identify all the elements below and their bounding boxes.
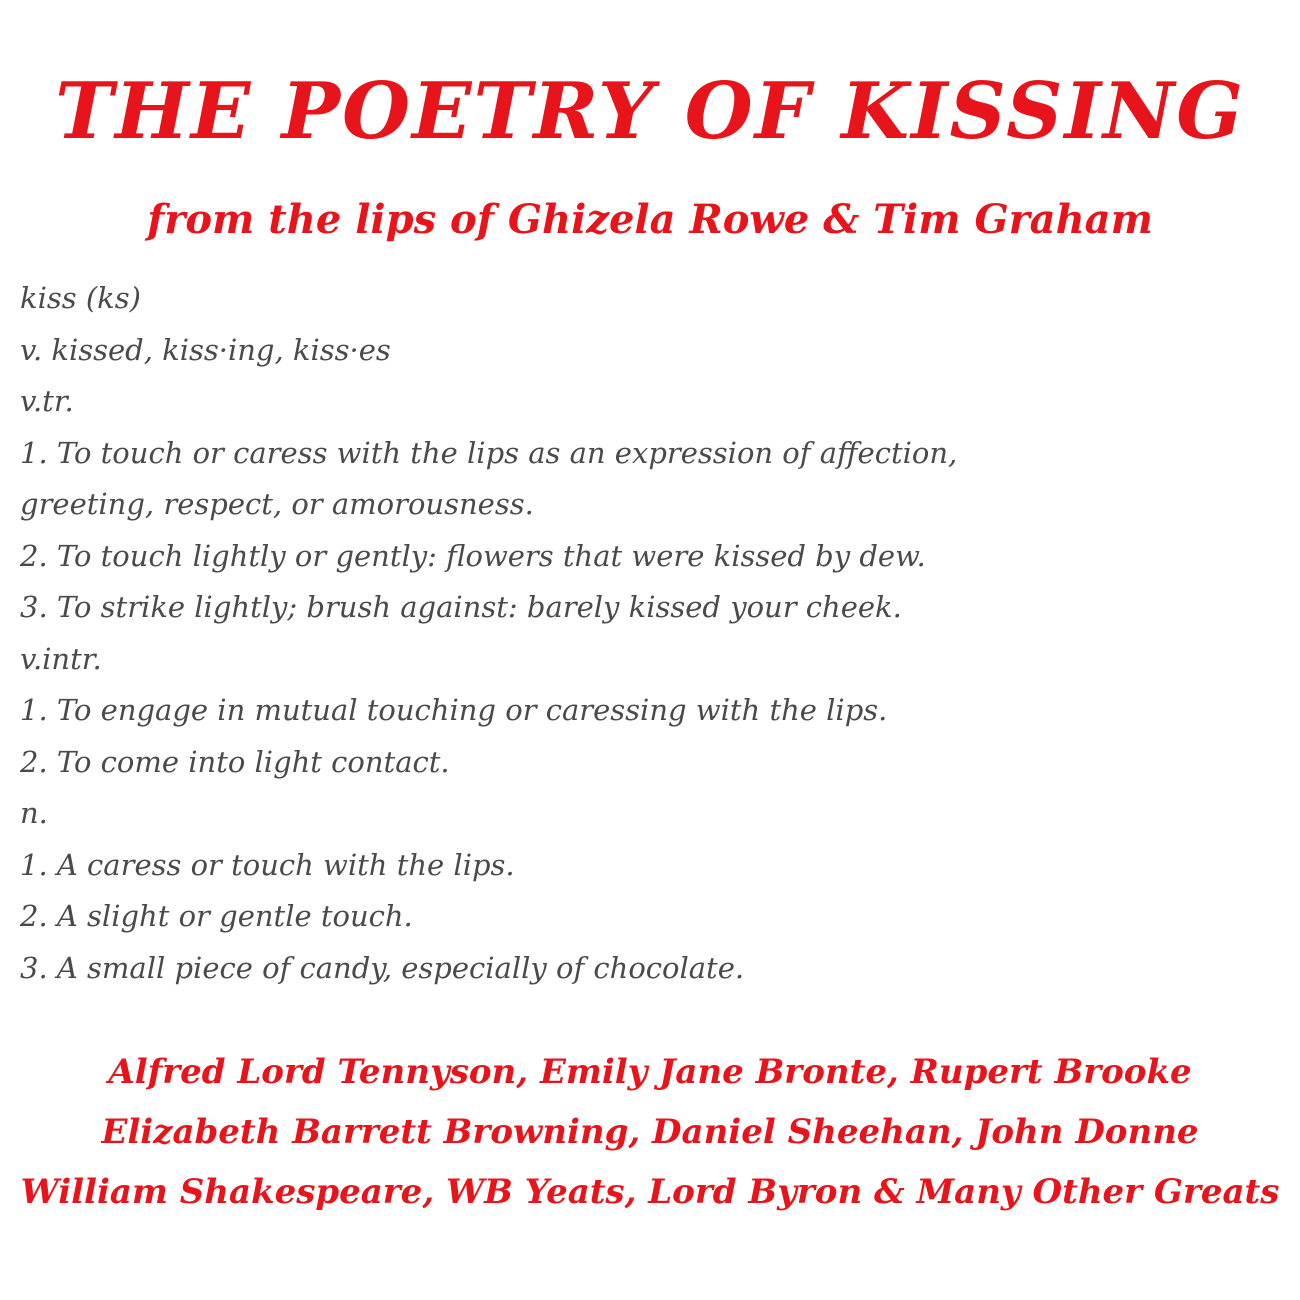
- definition-line: 3. To strike lightly; brush against: barely kissed your cheek.: [20, 590, 902, 624]
- page-subtitle: from the lips of Ghizela Rowe & Tim Graham: [147, 196, 1153, 243]
- definition-line: 2. To touch lightly or gently: flowers that were kissed by dew.: [20, 538, 926, 573]
- definition-line: 1. A caress or touch with the lips.: [20, 847, 515, 882]
- poets-line: William Shakespeare, WB Yeats, Lord Byron & Many Other Greats: [20, 1172, 1280, 1212]
- dictionary-definition: [20, 273, 1280, 994]
- definition-line: greeting, respect, or amorousness.: [20, 487, 534, 521]
- definition-section-label: v.intr.: [20, 641, 102, 676]
- definition-line: 2. To come into light contact.: [20, 744, 450, 779]
- definition-section-label: n.: [20, 796, 48, 830]
- definition-verb-forms: v. kissed, kiss·ing, kiss·es: [20, 332, 391, 367]
- poets-list: [0, 1042, 1300, 1222]
- page-title: THE POETRY OF KISSING: [55, 66, 1245, 157]
- definition-headword: kiss (ks): [20, 281, 141, 315]
- definition-line: 1. To touch or caress with the lips as an expression of affection,: [20, 435, 958, 470]
- definition-line: 3. A small piece of candy, especially of chocolate.: [20, 950, 745, 985]
- definition-line: 2. A slight or gentle touch.: [20, 899, 413, 933]
- poets-line: Elizabeth Barrett Browning, Daniel Sheehan, John Donne: [101, 1112, 1199, 1152]
- definition-section-label: v.tr.: [20, 384, 74, 418]
- poets-line: Alfred Lord Tennyson, Emily Jane Bronte, Rupert Brooke: [108, 1052, 1192, 1092]
- definition-line: 1. To engage in mutual touching or caressing with the lips.: [20, 693, 888, 727]
